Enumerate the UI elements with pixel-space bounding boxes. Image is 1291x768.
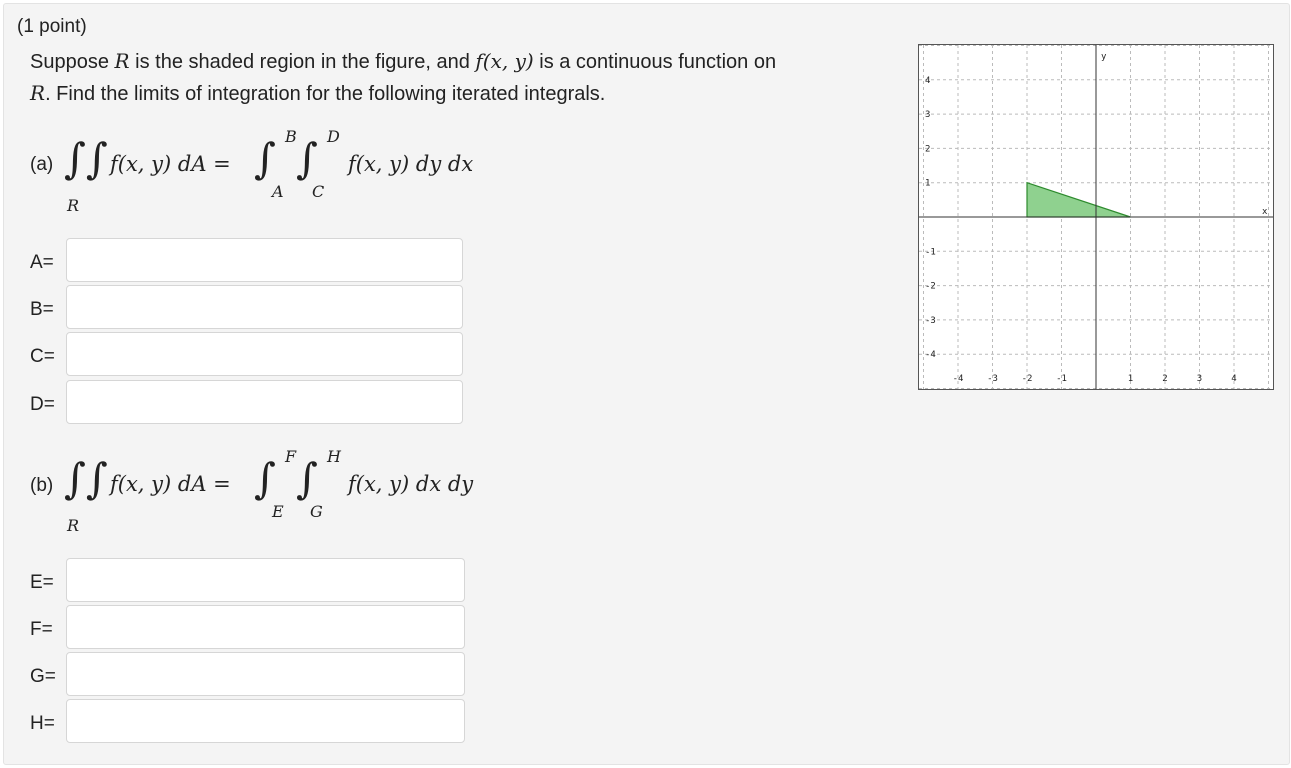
integrand-lhs-b: f(x, y) dA = <box>110 472 231 496</box>
y-tick-label: 2 <box>925 144 931 155</box>
x-tick-label: -1 <box>1056 374 1067 384</box>
integrand-rhs-a: f(x, y) dy dx <box>348 152 474 176</box>
graph-canvas <box>919 45 1273 389</box>
part-a-label: (a) <box>30 154 54 175</box>
integral-sign-outer-a: ∫ <box>254 134 276 183</box>
integral-sign-outer-b: ∫ <box>254 454 276 503</box>
integral-sign-inner-b: ∫ <box>296 454 318 503</box>
answer-input-h[interactable] <box>66 699 465 743</box>
region-graph <box>918 44 1274 390</box>
y-axis-label: y <box>1101 52 1107 62</box>
y-tick-label: -1 <box>925 247 936 258</box>
y-tick-label: 3 <box>925 110 931 121</box>
region-subscript-b: R <box>67 516 80 535</box>
region-symbol: R <box>114 49 130 73</box>
double-integral-sign-a: ∫∫ <box>64 134 108 183</box>
answer-input-g[interactable] <box>66 652 465 696</box>
y-tick-label: -2 <box>925 281 936 292</box>
upper-limit-outer-b: F <box>285 447 297 466</box>
x-tick-label: 1 <box>1127 374 1134 384</box>
field-label-f: F= <box>30 619 53 640</box>
field-label-e: E= <box>30 572 54 593</box>
field-label-b: B= <box>30 299 54 320</box>
upper-limit-inner-b: H <box>327 447 341 466</box>
y-tick-label: -4 <box>925 350 936 361</box>
field-label-a: A= <box>30 252 54 273</box>
statement-text-2: is the shaded region in the figure, and <box>129 51 476 73</box>
x-tick-label: -2 <box>1021 374 1033 384</box>
answer-input-c[interactable] <box>66 332 463 376</box>
field-label-c: C= <box>30 346 55 367</box>
shaded-region <box>1027 183 1131 217</box>
y-tick-label: 1 <box>925 178 931 189</box>
problem-statement <box>30 46 890 110</box>
double-integral-sign-b: ∫∫ <box>64 454 108 503</box>
statement-text-3: is a continuous function on <box>533 51 777 73</box>
x-tick-label: -3 <box>987 374 998 384</box>
integrand-rhs-b: f(x, y) dx dy <box>348 472 474 496</box>
part-b-label: (b) <box>30 475 54 496</box>
points-label: (1 point) <box>17 16 87 37</box>
answer-input-f[interactable] <box>66 605 465 649</box>
field-label-d: D= <box>30 394 55 415</box>
function-symbol: f(x, y) <box>475 49 534 73</box>
statement-text-4: . Find the limits of integration for the following iterated integrals. <box>45 83 606 105</box>
region-symbol-2: R <box>30 81 46 105</box>
x-axis-label: x <box>1262 207 1268 217</box>
x-tick-label: 4 <box>1231 374 1237 384</box>
answer-input-e[interactable] <box>66 558 465 602</box>
x-tick-label: 3 <box>1196 374 1203 384</box>
answer-input-a[interactable] <box>66 238 463 282</box>
lower-limit-outer-a: A <box>272 182 284 201</box>
field-label-h: H= <box>30 713 55 734</box>
answer-input-d[interactable] <box>66 380 463 424</box>
upper-limit-outer-a: B <box>285 127 297 146</box>
lower-limit-outer-b: E <box>272 502 284 521</box>
lower-limit-inner-a: C <box>312 182 325 201</box>
upper-limit-inner-a: D <box>327 127 340 146</box>
lower-limit-inner-b: G <box>310 502 323 521</box>
integral-sign-inner-a: ∫ <box>296 134 318 183</box>
answer-input-b[interactable] <box>66 285 463 329</box>
field-label-g: G= <box>30 666 56 687</box>
x-tick-label: -4 <box>952 374 964 384</box>
y-tick-label: 4 <box>925 75 931 86</box>
x-tick-label: 2 <box>1162 374 1168 384</box>
y-tick-label: -3 <box>925 315 936 326</box>
region-subscript-a: R <box>67 196 80 215</box>
integrand-lhs-a: f(x, y) dA = <box>110 152 231 176</box>
statement-text-1: Suppose <box>30 51 115 73</box>
